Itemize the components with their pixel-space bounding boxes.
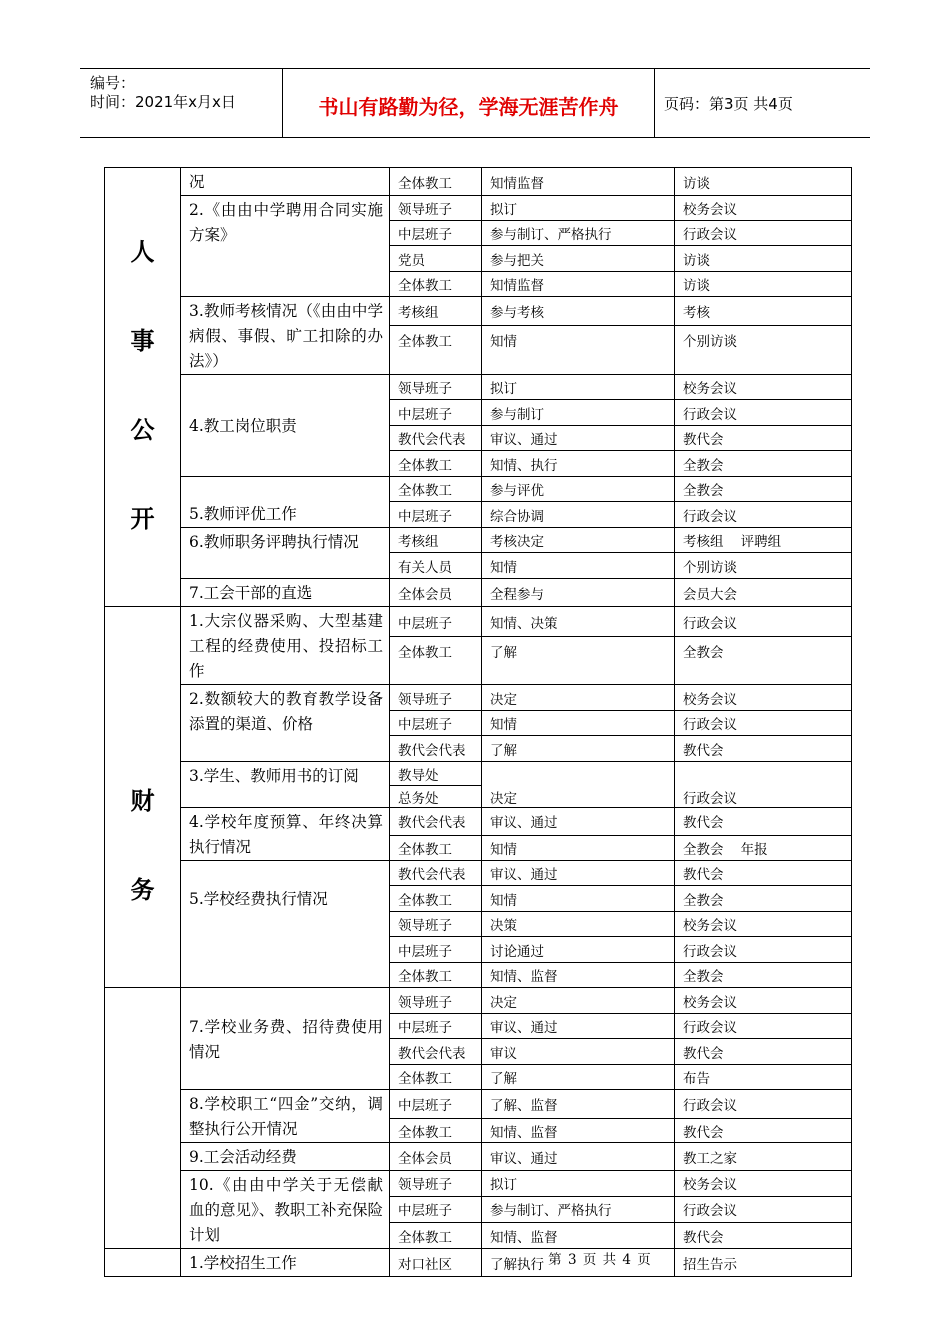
cell: 审议、通过: [482, 1014, 675, 1039]
category-finance: 财 务: [105, 607, 181, 988]
item-cell: 4.教工岗位职责: [181, 375, 390, 477]
cell: 教代会代表: [390, 736, 482, 762]
item-cell: 2.数额较大的教育教学设备添置的渠道、价格: [181, 685, 390, 762]
cell: 拟订: [482, 196, 675, 221]
cell: 有关人员: [390, 553, 482, 579]
cell: 知情监督: [482, 168, 675, 196]
cell: 知情: [482, 711, 675, 736]
disclosure-table: [104, 167, 852, 1277]
table-row: [105, 685, 852, 711]
cell: 校务会议: [675, 912, 852, 937]
cell: 行政会议: [675, 1014, 852, 1039]
time-label: 时间：2021年x月x日: [90, 93, 236, 111]
cell: 知情: [482, 835, 675, 860]
cell: 全体会员: [390, 1143, 482, 1171]
page-header: [80, 68, 870, 138]
cell: 招生告示: [675, 1249, 852, 1277]
cell: 全体教工: [390, 272, 482, 297]
cell: 教代会代表: [390, 861, 482, 886]
category-personnel: 人 事 公 开: [105, 168, 181, 607]
cell: 了解: [482, 736, 675, 762]
cell: 决定: [482, 988, 675, 1014]
cell: 了解执行: [482, 1249, 675, 1277]
cell: 考核: [675, 297, 852, 326]
cell: 全体教工: [390, 477, 482, 502]
cell: 教工之家: [675, 1143, 852, 1171]
cell: 总务处: [390, 786, 482, 808]
cell: 行政会议: [675, 502, 852, 528]
cell: 考核组: [390, 297, 482, 326]
cell: 教代会: [675, 1223, 852, 1249]
cell: 全教会: [675, 451, 852, 477]
cell: 决定: [482, 685, 675, 711]
cell: 拟订: [482, 1171, 675, 1197]
cell: 决定: [482, 762, 675, 808]
cell: 知情: [482, 325, 675, 374]
cell: 全体教工: [390, 963, 482, 988]
cell: 行政会议: [675, 762, 852, 808]
table-row: [105, 1090, 852, 1119]
cell: 全教会: [675, 637, 852, 685]
cell: 教代会: [675, 736, 852, 762]
cell: 考核组 评聘组: [675, 528, 852, 553]
cell: 教代会: [675, 861, 852, 886]
cell: 参与评优: [482, 477, 675, 502]
cell: 校务会议: [675, 988, 852, 1014]
cell: 会员大会: [675, 579, 852, 607]
item-cell: 5.学校经费执行情况: [181, 861, 390, 988]
item-cell: 5.教师评优工作: [181, 477, 390, 528]
cell: 行政会议: [675, 1196, 852, 1223]
cell: 全教会: [675, 477, 852, 502]
cell: 行政会议: [675, 400, 852, 426]
cell: 全体教工: [390, 637, 482, 685]
cell: 行政会议: [675, 607, 852, 637]
cell: 全体教工: [390, 886, 482, 912]
item-cell: 6.教师职务评聘执行情况: [181, 528, 390, 579]
cell: 了解、监督: [482, 1090, 675, 1119]
cell: 知情: [482, 553, 675, 579]
cell: 教代会: [675, 426, 852, 451]
cell: 教代会: [675, 1039, 852, 1065]
cell: 全体教工: [390, 835, 482, 860]
cell: 参与制订、严格执行: [482, 221, 675, 246]
cell: 参与把关: [482, 246, 675, 272]
cell: 知情、决策: [482, 607, 675, 637]
cell: 考核决定: [482, 528, 675, 553]
table-row: [105, 861, 852, 886]
cell: 知情、监督: [482, 963, 675, 988]
page-number: 第 3 页 共 4 页: [548, 1252, 652, 1268]
item-cell: 10.《由由中学关于无偿献血的意见》、教职工补充保险计划: [181, 1171, 390, 1249]
cell: 访谈: [675, 168, 852, 196]
cell: 中层班子: [390, 711, 482, 736]
cell: 校务会议: [675, 196, 852, 221]
cell: 教代会: [675, 808, 852, 836]
cell: 行政会议: [675, 1090, 852, 1119]
item-cell: 1.大宗仪器采购、大型基建工程的经费使用、投招标工作: [181, 607, 390, 685]
cell: 行政会议: [675, 221, 852, 246]
table-row: [105, 1143, 852, 1171]
cell: 行政会议: [675, 711, 852, 736]
item-cell: 况: [181, 168, 390, 196]
table-row: [105, 297, 852, 326]
table-row: [105, 988, 852, 1014]
cell: 中层班子: [390, 221, 482, 246]
category-empty: [105, 988, 181, 1249]
cell: 教代会代表: [390, 808, 482, 836]
item-cell: 7.工会干部的直选: [181, 579, 390, 607]
cell: 领导班子: [390, 375, 482, 400]
item-cell: 4.学校年度预算、年终决算执行情况: [181, 808, 390, 861]
cell: 教代会代表: [390, 426, 482, 451]
cell: 决策: [482, 912, 675, 937]
cell: 知情、监督: [482, 1119, 675, 1143]
table-row: [105, 762, 852, 786]
cell: 全体教工: [390, 168, 482, 196]
cell: 参与制订: [482, 400, 675, 426]
cell: 中层班子: [390, 937, 482, 963]
cell: 领导班子: [390, 685, 482, 711]
item-cell: 1.学校招生工作: [181, 1249, 390, 1277]
cell: 全体教工: [390, 1119, 482, 1143]
cell: 审议、通过: [482, 1143, 675, 1171]
cell: 参与制订、严格执行: [482, 1196, 675, 1223]
cell: 教代会: [675, 1119, 852, 1143]
cell: 审议: [482, 1039, 675, 1065]
cell: 个别访谈: [675, 325, 852, 374]
cell: 讨论通过: [482, 937, 675, 963]
cell: 拟订: [482, 375, 675, 400]
cell: 知情、监督: [482, 1223, 675, 1249]
item-cell: 3.学生、教师用书的订阅: [181, 762, 390, 808]
cell: 教导处: [390, 762, 482, 786]
cell: 知情: [482, 886, 675, 912]
cell: 全体教工: [390, 325, 482, 374]
cell: 校务会议: [675, 1171, 852, 1197]
table-row: [105, 375, 852, 400]
cell: 布告: [675, 1065, 852, 1090]
cell: 对口社区: [390, 1249, 482, 1277]
cell: 知情、执行: [482, 451, 675, 477]
number-label: 编号：: [90, 74, 136, 92]
cell: 中层班子: [390, 1014, 482, 1039]
cell: 审议、通过: [482, 861, 675, 886]
cell: 中层班子: [390, 1196, 482, 1223]
table-row: [105, 1171, 852, 1197]
cell: 了解: [482, 1065, 675, 1090]
cell: 知情监督: [482, 272, 675, 297]
cell: 领导班子: [390, 196, 482, 221]
cell: 审议、通过: [482, 808, 675, 836]
cell: 领导班子: [390, 1171, 482, 1197]
cell: 考核组: [390, 528, 482, 553]
table-row: [105, 579, 852, 607]
table-row: [105, 528, 852, 553]
cell: 个别访谈: [675, 553, 852, 579]
table-row: [105, 607, 852, 637]
motto: 书山有路勤为径，学海无涯苦作舟: [318, 95, 619, 119]
cell: 校务会议: [675, 375, 852, 400]
cell: 全体教工: [390, 1223, 482, 1249]
cell: 访谈: [675, 272, 852, 297]
item-cell: 9.工会活动经费: [181, 1143, 390, 1171]
page-info: 页码：第3页 共4页: [664, 95, 793, 113]
cell: 参与考核: [482, 297, 675, 326]
cell: 全体会员: [390, 579, 482, 607]
cell: 全教会: [675, 963, 852, 988]
table-row: [105, 477, 852, 502]
cell: 教代会代表: [390, 1039, 482, 1065]
table-row: [105, 808, 852, 836]
item-cell: 7.学校业务费、招待费使用情况: [181, 988, 390, 1090]
table-row: [105, 196, 852, 221]
cell: 中层班子: [390, 1090, 482, 1119]
cell: 中层班子: [390, 607, 482, 637]
cell: 领导班子: [390, 988, 482, 1014]
cell: 了解: [482, 637, 675, 685]
cell: 全程参与: [482, 579, 675, 607]
header-divider: [654, 69, 655, 137]
cell: 全教会: [675, 886, 852, 912]
item-cell: 2.《由由中学聘用合同实施方案》: [181, 196, 390, 297]
page-footer: [0, 1248, 950, 1268]
cell: 校务会议: [675, 685, 852, 711]
item-cell: 3.教师考核情况（《由由中学病假、事假、旷工扣除的办法》）: [181, 297, 390, 375]
cell: 全教会 年报: [675, 835, 852, 860]
cell: 审议、通过: [482, 426, 675, 451]
table-row: [105, 168, 852, 196]
cell: 党员: [390, 246, 482, 272]
cell: 访谈: [675, 246, 852, 272]
cell: 全体教工: [390, 1065, 482, 1090]
item-cell: 8.学校职工“四金”交纳，调整执行公开情况: [181, 1090, 390, 1143]
cell: 全体教工: [390, 451, 482, 477]
cell: 领导班子: [390, 912, 482, 937]
cell: 行政会议: [675, 937, 852, 963]
cell: 综合协调: [482, 502, 675, 528]
cell: 中层班子: [390, 502, 482, 528]
cell: 中层班子: [390, 400, 482, 426]
